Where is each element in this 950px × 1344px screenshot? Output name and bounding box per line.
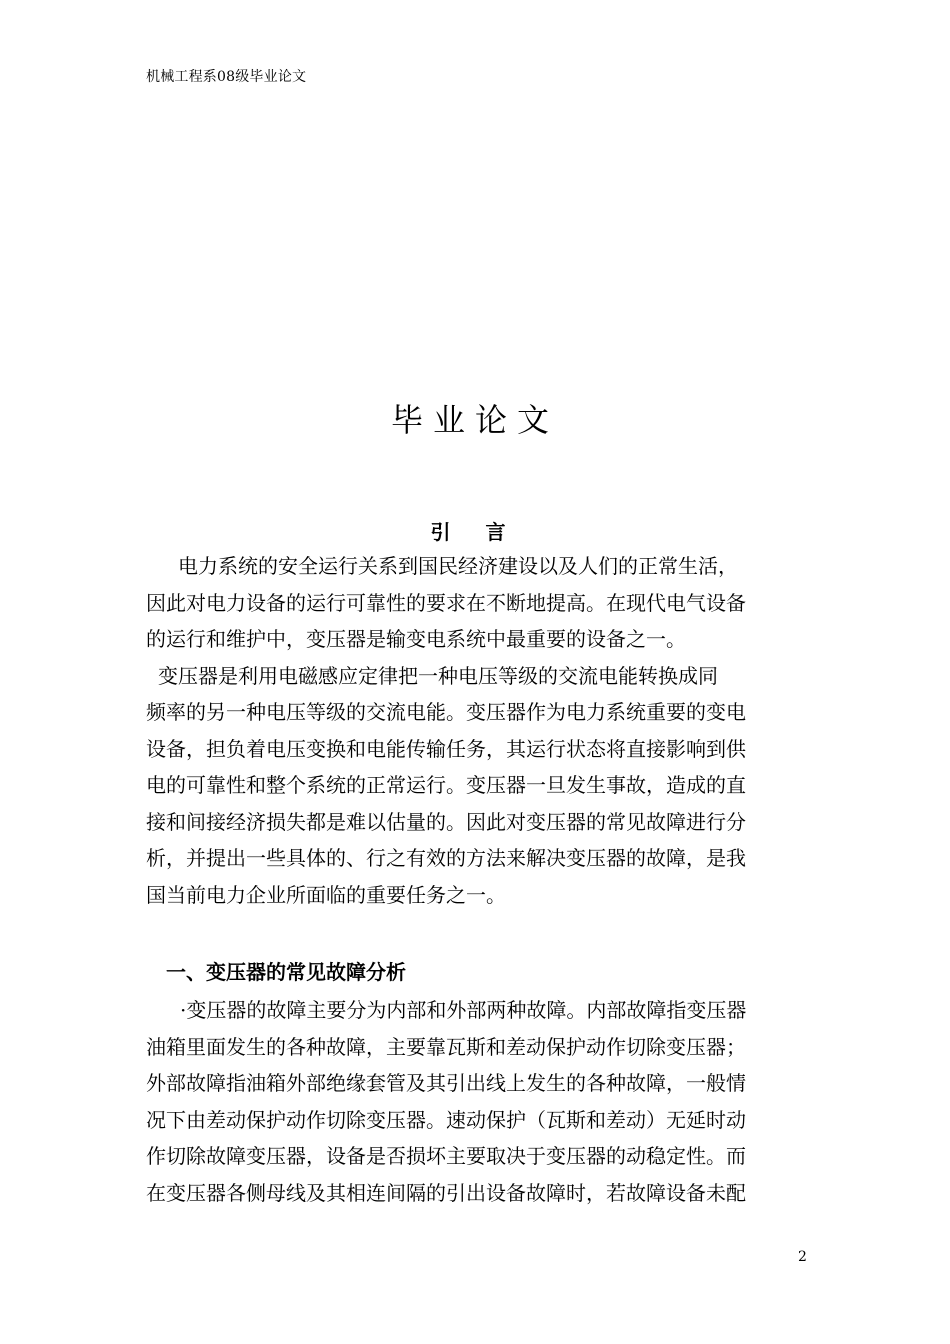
intro-line: 接和间接经济损失都是难以估量的。因此对变压器的常见故障进行分 xyxy=(146,809,746,834)
section-line: ·变压器的故障主要分为内部和外部两种故障。内部故障指变压器 xyxy=(180,998,747,1022)
section-line: 作切除故障变压器，设备是否损坏主要取决于变压器的动稳定性。而 xyxy=(146,1144,746,1168)
running-header: 机械工程系08级毕业论文 xyxy=(146,69,307,85)
intro-paragraphs xyxy=(146,548,810,913)
intro-line: 析，并提出一些具体的、行之有效的方法来解决变压器的故障，是我 xyxy=(146,846,746,870)
intro-line: 国当前电力企业所面临的重要任务之一。 xyxy=(146,882,506,907)
section-line: 在变压器各侧母线及其相连间隔的引出设备故障时，若故障设备未配 xyxy=(146,1180,746,1205)
section-paragraph xyxy=(146,992,810,1211)
intro-line: 变压器是利用电磁感应定律把一种电压等级的交流电能转换成同 xyxy=(158,663,718,688)
intro-line: 因此对电力设备的运行可靠性的要求在不断地提高。在现代电气设备 xyxy=(146,590,746,615)
section-heading: 一、变压器的常见故障分析 xyxy=(166,960,406,984)
intro-line: 设备，担负着电压变换和电能传输任务，其运行状态将直接影响到供 xyxy=(146,736,746,761)
intro-line: 电力系统的安全运行关系到国民经济建设以及人们的正常生活， xyxy=(178,554,738,578)
section-line: 外部故障指油箱外部绝缘套管及其引出线上发生的各种故障，一般情 xyxy=(146,1071,746,1095)
intro-line: 的运行和维护中，变压器是输变电系统中最重要的设备之一。 xyxy=(146,627,686,651)
intro-line: 频率的另一种电压等级的交流电能。变压器作为电力系统重要的变电 xyxy=(146,700,746,724)
intro-line: 电的可靠性和整个系统的正常运行。变压器一旦发生事故，造成的直 xyxy=(146,773,746,797)
section-line: 油箱里面发生的各种故障，主要靠瓦斯和差动保护动作切除变压器； xyxy=(146,1034,746,1059)
document-title: 毕业论文 xyxy=(390,401,559,439)
section-line: 况下由差动保护动作切除变压器。速动保护（瓦斯和差动）无延时动 xyxy=(146,1107,746,1132)
page-number: 2 xyxy=(798,1249,807,1265)
intro-heading: 引 言 xyxy=(430,520,520,544)
